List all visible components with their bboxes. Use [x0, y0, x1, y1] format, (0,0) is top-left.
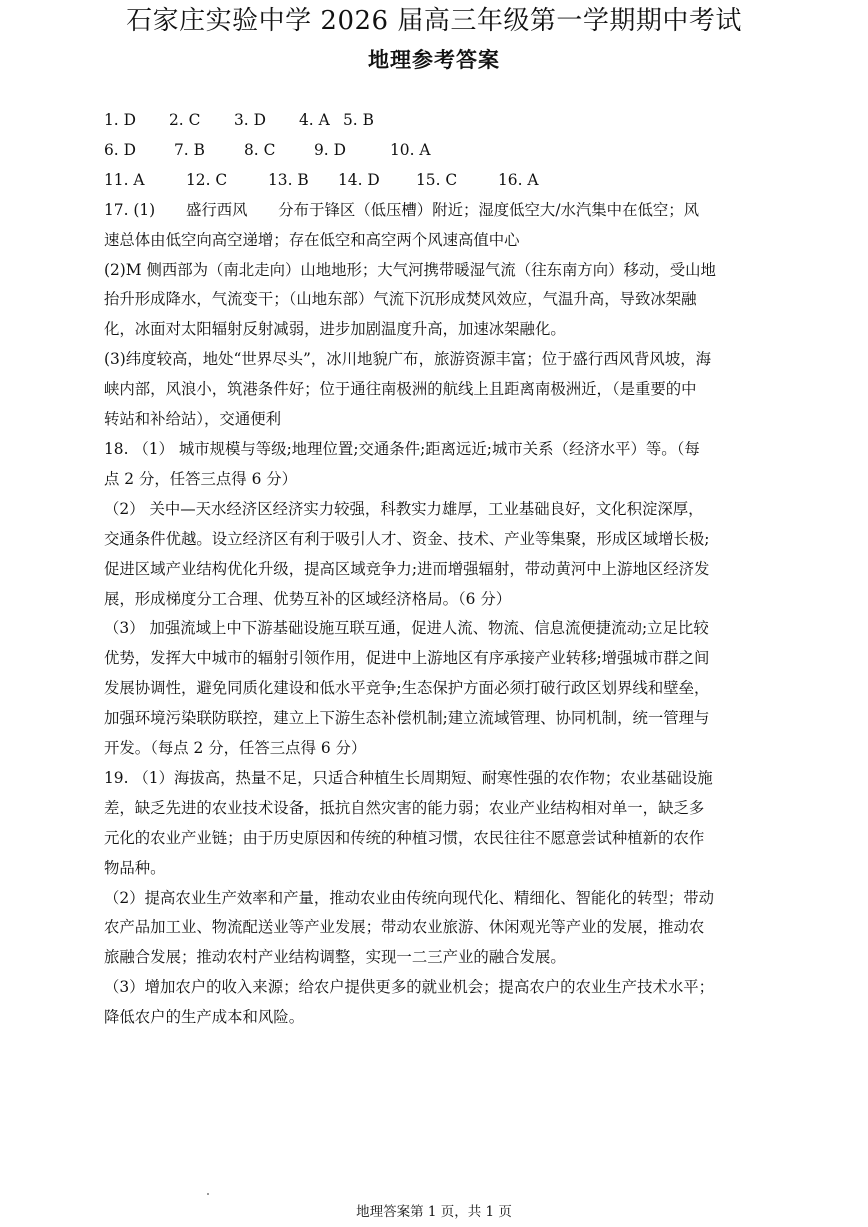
choice-answer: 5. B	[343, 111, 374, 129]
answer-line: 优势，发挥大中城市的辐射引领作用，促进中上游地区有序承接产业转移;增强城市群之间	[104, 649, 710, 668]
choice-answers-row-1	[104, 106, 790, 136]
choice-answer: 11. A	[104, 170, 145, 189]
answer-line: 点 2 分，任答三点得 6 分）	[104, 469, 298, 488]
answer-line: 开发。（每点 2 分，任答三点得 6 分）	[104, 739, 367, 758]
choice-answer: 8. C	[244, 140, 276, 159]
choice-answer: 3. D	[234, 111, 266, 129]
answer-line: （3） 加强流域上中下游基础设施互联互通，促进人流、物流、信息流便捷流动;立足比较	[104, 619, 709, 638]
page-title: 石家庄实验中学 2026 届高三年级第一学期期中考试	[126, 6, 742, 36]
choice-answer: 10. A	[390, 140, 431, 159]
answer-line: （2）提高农业生产效率和产量，推动农业由传统向现代化、精细化、智能化的转型；带动	[104, 888, 715, 907]
page-subtitle: 地理参考答案	[368, 48, 500, 72]
choice-answers-row-2	[104, 136, 790, 166]
answer-line: 19. （1）海拔高，热量不足，只适合种植生长周期短、耐寒性强的农作物；农业基础设施	[104, 768, 713, 787]
scan-speck	[207, 1193, 209, 1195]
answer-line: (2)M 侧西部为（南北走向）山地地形；大气河携带暖湿气流（往东南方向）移动，受山地	[104, 260, 716, 279]
answer-line: 农产品加工业、物流配送业等产业发展；带动农业旅游、休闲观光等产业的发展，推动农	[104, 918, 705, 937]
choice-answer: 15. C	[416, 170, 458, 189]
answer-line: （3）增加农户的收入来源；给农户提供更多的就业机会；提高农户的农业生产技术水平；	[104, 978, 715, 997]
answer-line: 差，缺乏先进的农业技术设备，抵抗自然灾害的能力弱；农业产业结构相对单一，缺乏多	[104, 798, 705, 817]
answer-line: 抬升形成降水，气流变干；（山地东部）气流下沉形成焚风效应，气温升高，导致冰架融	[104, 290, 697, 309]
choice-answer: 2. C	[169, 111, 201, 129]
page-footer: 地理答案第 1 页，共 1 页	[356, 1204, 512, 1220]
answer-line: 促进区域产业结构优化升级，提高区域竞争力;进而增强辐射，带动黄河中上游地区经济发	[104, 559, 710, 578]
answer-line: (3)纬度较高，地处“世界尽头”，冰川地貌广布，旅游资源丰富；位于盛行西风背风坡，海	[104, 350, 711, 369]
answer-line: 转站和补给站），交通便利	[104, 410, 281, 429]
answer-body	[104, 106, 790, 1033]
answer-line: 17. (1) 盛行西风 分布于锋区（低压槽）附近；湿度低空大/水汽集中在低空；风	[104, 200, 700, 219]
answer-line: 旅融合发展；推动农村产业结构调整，实现一二三产业的融合发展。	[104, 948, 566, 967]
answer-line: 加强环境污染联防联控，建立上下游生态补偿机制;建立流域管理、协同机制，统一管理与	[104, 709, 710, 728]
answer-line: 峡内部，风浪小，筑港条件好；位于通往南极洲的航线上且距离南极洲近，（是重要的中	[104, 380, 697, 399]
choice-answer: 7. B	[174, 140, 205, 159]
answer-line: 速总体由低空向高空递增；存在低空和高空两个风速高值中心	[104, 230, 520, 249]
choice-answer: 6. D	[104, 140, 136, 159]
answer-line: 化，冰面对太阳辐射反射减弱，进步加剧温度升高，加速冰架融化。	[104, 320, 566, 339]
choice-answer: 4. A	[299, 111, 330, 129]
choice-answer: 12. C	[186, 170, 228, 189]
answer-line: 物品种。	[104, 858, 166, 877]
answer-line: 展，形成梯度分工合理、优势互补的区域经济格局。（6 分）	[104, 589, 512, 608]
answer-line: 发展协调性，避免同质化建设和低水平竞争;生态保护方面必须打破行政区划界线和壁垒，	[104, 679, 710, 698]
choice-answer: 9. D	[314, 140, 346, 159]
answer-line: 18. （1） 城市规模与等级;地理位置;交通条件;距离远近;城市关系（经济水平）等。（每	[104, 439, 700, 458]
choice-answer: 1. D	[104, 111, 136, 129]
choice-answers-row-3	[104, 166, 790, 196]
answer-line: 元化的农业产业链；由于历史原因和传统的种植习惯，农民往往不愿意尝试种植新的农作	[104, 828, 705, 847]
choice-answer: 16. A	[498, 170, 539, 189]
choice-answer: 13. B	[268, 170, 309, 189]
answer-line: 交通条件优越。设立经济区有利于吸引人才、资金、技术、产业等集聚，形成区域增长极;	[104, 529, 710, 548]
answer-line: （2） 关中—天水经济区经济实力较强，科教实力雄厚，工业基础良好，文化积淀深厚，	[104, 499, 704, 518]
choice-answer: 14. D	[338, 170, 380, 189]
answer-line: 降低农户的生产成本和风险。	[104, 1008, 305, 1027]
